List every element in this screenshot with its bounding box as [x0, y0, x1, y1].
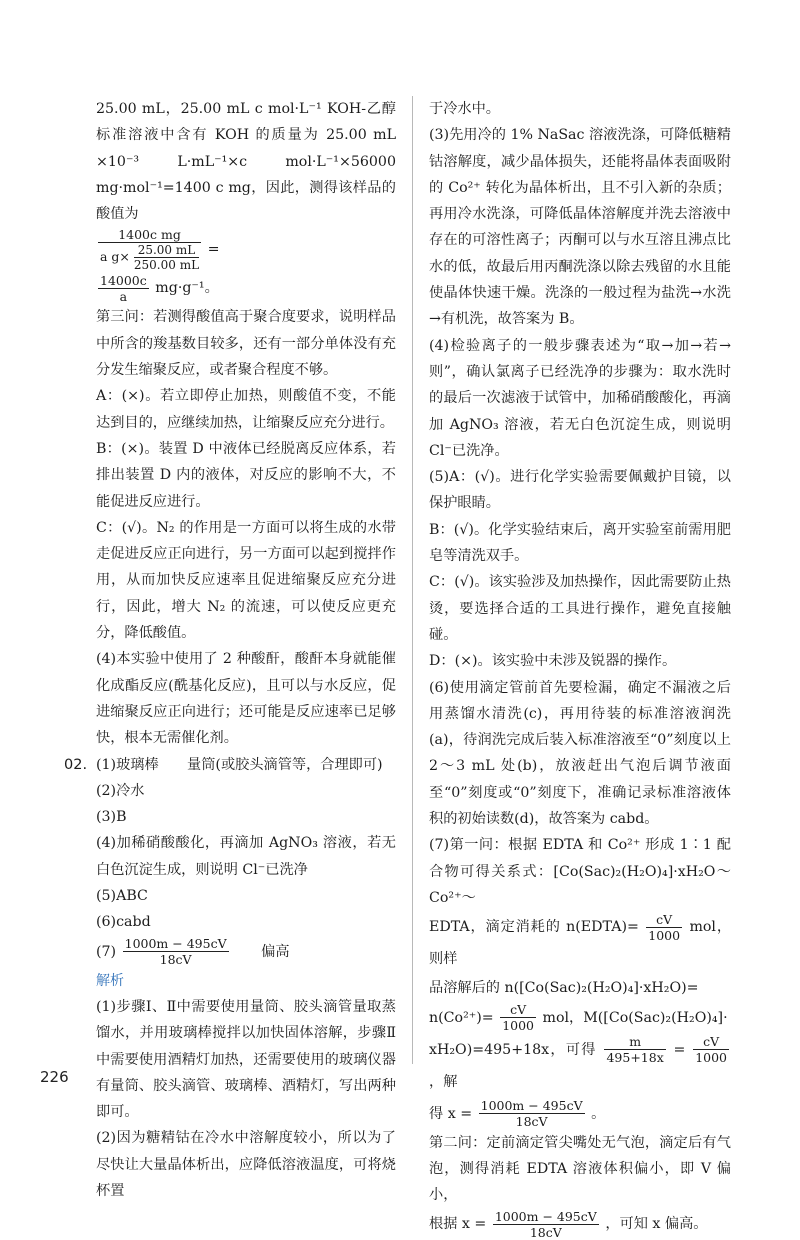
mass-fraction [604, 1034, 665, 1065]
fraction-denominator: 18cV [515, 1114, 548, 1129]
denominator-prefix: a g× [100, 249, 130, 265]
paragraph-option-a: A：(×)。若立即停止加热，则酸值不变，不能达到目的，应继续加热，让缩聚反应充分进行。 [96, 388, 396, 431]
concentration-fraction [693, 1034, 729, 1065]
answer-3: (3)B [96, 809, 127, 826]
answer-6: (6)cabd [96, 914, 151, 931]
line-prefix: 得 x = [429, 1105, 473, 1122]
answer-7-fraction [123, 936, 229, 967]
answer-4: (4)加稀硝酸酸化，再滴加 AgNO₃ 溶液，若无白色沉淀生成，则说明 Cl⁻已洗净 [96, 835, 396, 878]
right-paragraph-3: (3)先用冷的 1% NaSac 溶液洗涤，可降低糖精钴溶解度，减少晶体损失，还能将晶体表面吸附的 Co²⁺ 转化为晶体析出，且不引入新的杂质；再用冷水洗涤，可降低晶体溶解度并洗去溶液中存在的可溶性离子；丙酮可以与水互溶且沸点比水的低，故最后用丙酮洗涤以除去残留的水且能使晶体快速干燥。洗涤的一般过程为盐洗→水洗→有机洗，故答案为 B。 [429, 127, 731, 328]
acid-value-result [96, 272, 396, 304]
inner-numerator: 25.00 mL [134, 243, 199, 258]
line-suffix: ，解 [429, 1073, 458, 1090]
fraction-denominator: 18cV [159, 952, 192, 968]
right-paragraph-6: (6)使用滴定管前首先要检漏，确定不漏液之后用蒸馏水清洗(c)，再用待装的标准溶液润洗(a)，待润洗完成后装入标准溶液至“0”刻度以上 2～3 mL 处(b)，放液赶出气泡后调节液面至“0”刻度或“0”刻度下，准确记录标准溶液体积的初始读数(d)，故答案为 cabd。 [429, 679, 731, 828]
line-suffix: mol，M([Co(Sac)₂(H₂O)₄]· [542, 1009, 728, 1026]
cobalt-fraction [500, 1002, 536, 1033]
fraction-numerator: 1000m − 495cV [124, 936, 227, 952]
line-suffix: mol，则样 [429, 919, 732, 968]
acid-value-formula [96, 227, 396, 272]
line-prefix: xH₂O)=495+18x，可得 [429, 1041, 597, 1058]
fraction-denominator: 1000 [695, 1050, 727, 1065]
fraction-numerator: 1400c mg [98, 227, 201, 243]
left-column [64, 96, 396, 1204]
right-paragraph-5a: (5)A：(√)。进行化学实验需要佩戴护目镜，以保护眼睛。 [429, 469, 731, 512]
question-02-answers [64, 752, 396, 968]
right-paragraph-7a: (7)第一问：根据 EDTA 和 Co²⁺ 形成 1∶1 配合物可得关系式：[Co(Sac)₂(H₂O)₄]·xH₂O～Co²⁺～ [429, 837, 731, 906]
fraction-numerator: cV [646, 912, 682, 928]
result-unit: mg·g⁻¹。 [155, 280, 219, 297]
right-paragraph-4: (4)检验离子的一般步骤表述为“取→加→若→则”，确认氯离子已经洗净的步骤为：取水洗时的最后一次滤液于试管中，加稀硝酸酸化，再滴加 AgNO₃ 溶液，若无白色沉淀生成，则说明 Cl⁻已洗净。 [429, 337, 731, 459]
line-suffix: 。 [591, 1105, 606, 1122]
answer-7-conclusion: 偏高 [261, 943, 290, 960]
answer-5: (5)ABC [96, 888, 148, 905]
analysis-step-1: (1)步骤Ⅰ、Ⅱ中需要使用量筒、胶头滴管量取蒸馏水，并用玻璃棒搅拌以加快固体溶解，步骤Ⅱ中需要使用酒精灯加热，还需要使用的玻璃仪器有量筒、胶头滴管、玻璃棒、酒精灯，写出两种即可。 [96, 998, 396, 1121]
fraction-numerator: m [604, 1034, 665, 1050]
formula-fraction [98, 227, 201, 272]
fraction-numerator: 14000c [100, 272, 147, 288]
answer-2: (2)冷水 [96, 782, 145, 799]
line-suffix: ，可知 x 偏高。 [605, 1216, 708, 1233]
fraction-numerator: 1000m − 495cV [494, 1208, 597, 1224]
molar-mass-line [429, 1034, 731, 1098]
paragraph-option-b: B：(×)。装置 D 中液体已经脱离反应体系，若排出装置 D 内的液体，对反应的影响不大，不能促进反应进行。 [96, 440, 396, 510]
fraction-denominator: 495+18x [606, 1050, 664, 1065]
equals-sign: = [673, 1041, 686, 1058]
result-fraction [98, 273, 149, 304]
line-prefix: 根据 x = [429, 1216, 487, 1233]
fraction-denominator: a [119, 288, 128, 304]
cobalt-formula-line [429, 1002, 731, 1034]
x-solution-line [429, 1098, 731, 1130]
fraction-denominator: 1000 [648, 927, 681, 943]
fraction-denominator: 1000 [502, 1018, 534, 1033]
line-prefix: EDTA，滴定消耗的 n(EDTA)= [429, 919, 639, 936]
right-paragraph-8a: 第二问：定前滴定管尖嘴处无气泡，滴定后有气泡，测得消耗 EDTA 溶液体积偏小，即 V 偏小， [429, 1134, 731, 1204]
right-paragraph-5b: B：(√)。化学实验结束后，离开实验室前需用肥皂等清洗双手。 [429, 521, 731, 565]
inner-fraction [134, 243, 199, 272]
page-number: 226 [40, 1068, 69, 1086]
right-paragraph-7c: 品溶解后的 n([Co(Sac)₂(H₂O)₄]·xH₂O)= [429, 980, 699, 997]
right-paragraph-5c: C：(√)。该实验涉及加热操作，因此需要防止热烫，要选择合适的工具进行操作，避免直接触碰。 [429, 574, 731, 643]
fraction-denominator: 18cV [529, 1224, 562, 1240]
question-number: 02. [64, 756, 88, 773]
fraction-numerator: cV [693, 1034, 729, 1050]
fraction-numerator: 1000m − 495cV [480, 1098, 583, 1113]
analysis-step-2: (2)因为糖精钴在冷水中溶解度较小，所以为了尽快让大量晶体析出，应降低溶液温度，可将烧杯置 [96, 1130, 396, 1199]
paragraph-option-c: C：(√)。N₂ 的作用是一方面可以将生成的水带走促进反应正向进行，另一方面可以起到搅拌作用，从而加快反应速率且促进缩聚反应充分进行，因此，增大 N₂ 的流速，可以使反应更充分，降低酸值。 [96, 519, 396, 642]
paragraph-part-4: (4)本实验中使用了 2 种酸酐，酸酐本身就能催化成酯反应(酰基化反应)，且可以与水反应，促进缩聚反应正向进行；还可能是反应速率已足够快，根本无需催化剂。 [96, 651, 396, 747]
paragraph-third-question: 第三问：若测得酸值高于聚合度要求，说明样品中所含的羧基数目较多，还有一部分单体没有充分发生缩聚反应，或者聚合程度不够。 [96, 309, 396, 379]
analysis-heading: 解析 [96, 972, 124, 989]
conclusion-line [429, 1208, 731, 1240]
equals-sign: = [207, 241, 220, 258]
answer-1: (1)玻璃棒 量筒(或胶头滴管等，合理即可) [96, 756, 383, 773]
edta-formula-line [429, 911, 731, 975]
answer-7 [96, 936, 396, 968]
x-fraction [479, 1098, 585, 1129]
left-paragraph-1: 25.00 mL，25.00 mL c mol·L⁻¹ KOH-乙醇标准溶液中含有 KOH 的质量为 25.00 mL ×10⁻³ L·mL⁻¹×c mol·L⁻¹×56000 mg·mol⁻¹=1400 c mg，因此，测得该样品的酸值为 [96, 101, 396, 223]
line-prefix: n(Co²⁺)= [429, 1009, 494, 1026]
right-paragraph-5d: D：(×)。该实验中未涉及锐器的操作。 [429, 653, 677, 670]
edta-fraction [646, 912, 682, 943]
column-divider [412, 96, 413, 1064]
right-paragraph-0: 于冷水中。 [429, 101, 500, 117]
inner-denominator: 250.00 mL [133, 258, 200, 273]
conclusion-fraction [493, 1209, 599, 1240]
answer-7-label: (7) [96, 943, 117, 960]
fraction-denominator [98, 243, 201, 272]
right-column [429, 96, 731, 1240]
fraction-numerator: cV [500, 1002, 536, 1018]
